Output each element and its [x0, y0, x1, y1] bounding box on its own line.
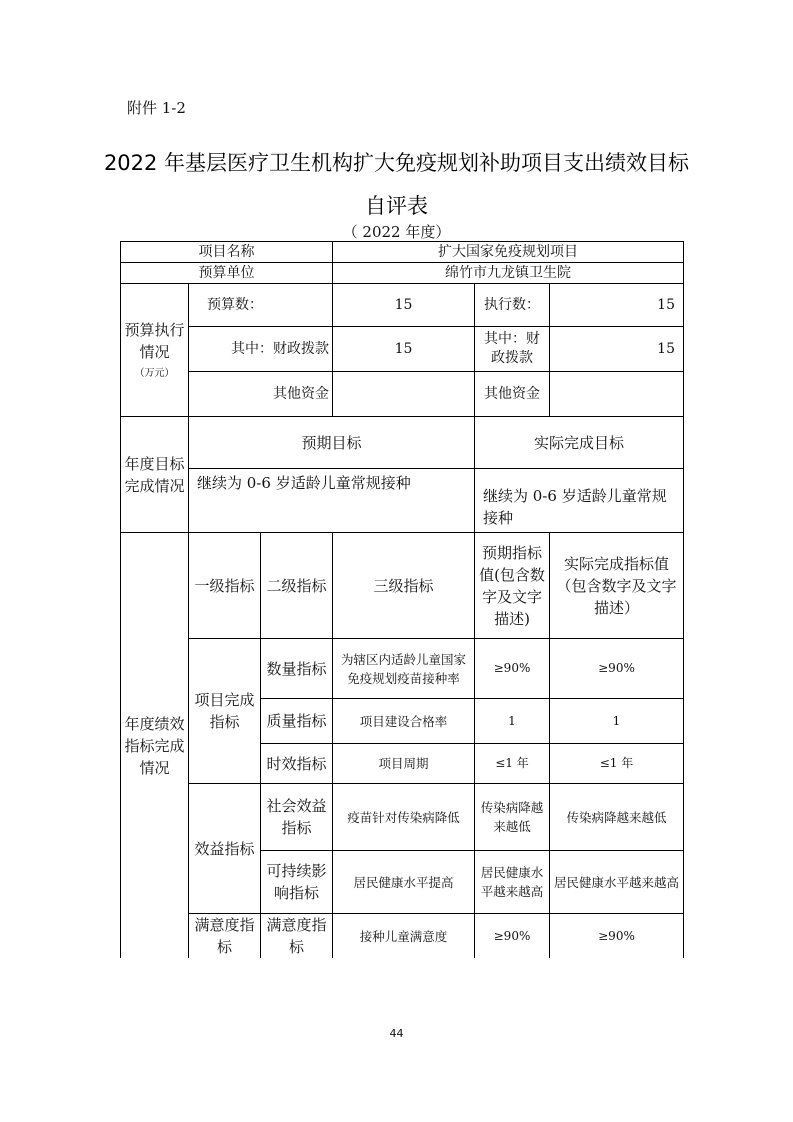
table-row [121, 242, 684, 263]
annual-goal-label: 年度目标完成情况 [121, 417, 189, 533]
project-name-value: 扩大国家免疫规划项目 [333, 242, 684, 263]
table-row [121, 533, 684, 639]
fiscal-exec-label: 其中：财政拨款 [475, 327, 550, 372]
actual-value-cell: ≥90% [550, 639, 684, 699]
actual-value-cell: ≤1 年 [550, 744, 684, 784]
table-row [121, 914, 684, 959]
exec-amount-label: 执行数： [475, 284, 550, 327]
level2-cell: 可持续影响指标 [261, 851, 333, 914]
column-level2: 二级指标 [261, 533, 333, 639]
level2-cell: 社会效益指标 [261, 784, 333, 851]
other-funds-label: 其他资金 [189, 372, 333, 417]
column-actual-value: 实际完成指标值（包含数字及文字描述） [550, 533, 684, 639]
column-expected-value: 预期指标值(包含数字及文字描述) [475, 533, 550, 639]
table-row [121, 639, 684, 699]
level3-cell: 为辖区内适龄儿童国家免疫规划疫苗接种率 [333, 639, 475, 699]
level3-cell: 疫苗针对传染病降低 [333, 784, 475, 851]
table-row [121, 417, 684, 469]
level2-cell: 满意度指标 [261, 914, 333, 959]
budget-unit-label: 预算单位 [121, 263, 333, 284]
actual-value-cell: 居民健康水平越来越高 [550, 851, 684, 914]
actual-value-cell: 1 [550, 699, 684, 744]
table-row [121, 284, 684, 327]
budget-amount-label: 预算数： [189, 284, 333, 327]
column-level3: 三级指标 [333, 533, 475, 639]
fiscal-exec-value: 15 [550, 327, 684, 372]
expected-value-cell: ≥90% [475, 914, 550, 959]
group-satisfaction: 满意度指标 [189, 914, 261, 959]
budget-amount-value: 15 [333, 284, 475, 327]
page-number: 44 [389, 1027, 404, 1040]
year-label: （ 2022 年度） [342, 223, 451, 241]
other-funds-value [333, 372, 475, 417]
budget-exec-label-text: 预算执行情况 [124, 321, 185, 361]
table-row [121, 327, 684, 372]
level3-cell: 项目周期 [333, 744, 475, 784]
expected-value-cell: 居民健康水平越来越高 [475, 851, 550, 914]
expected-goal-text: 继续为 0-6 岁适龄儿童常规接种 [189, 469, 475, 533]
group-project-completion: 项目完成指标 [189, 639, 261, 784]
actual-goal-text: 继续为 0-6 岁适龄儿童常规接种 [475, 469, 684, 533]
document-title-line2: 自评表 [365, 194, 428, 218]
other-funds-exec-label: 其他资金 [475, 372, 550, 417]
group-benefit: 效益指标 [189, 784, 261, 914]
expected-value-cell: ≥90% [475, 639, 550, 699]
table-row [121, 372, 684, 417]
table-row [121, 263, 684, 284]
level2-cell: 质量指标 [261, 699, 333, 744]
attachment-label: 附件 1-2 [127, 99, 186, 117]
expected-value-cell: 传染病降越来越低 [475, 784, 550, 851]
level2-cell: 数量指标 [261, 639, 333, 699]
exec-amount-value: 15 [550, 284, 684, 327]
project-name-label: 项目名称 [121, 242, 333, 263]
other-funds-exec-value [550, 372, 684, 417]
level3-cell: 居民健康水平提高 [333, 851, 475, 914]
column-level1: 一级指标 [189, 533, 261, 639]
budget-unit-value: 绵竹市九龙镇卫生院 [333, 263, 684, 284]
table-row [121, 784, 684, 851]
budget-unit-note: （万元） [134, 368, 175, 379]
level3-cell: 项目建设合格率 [333, 699, 475, 744]
level2-cell: 时效指标 [261, 744, 333, 784]
actual-value-cell: ≥90% [550, 914, 684, 959]
actual-goal-header: 实际完成目标 [475, 417, 684, 469]
expected-goal-header: 预期目标 [189, 417, 475, 469]
document-title-line1: 2022 年基层医疗卫生机构扩大免疫规划补助项目支出绩效目标 [103, 151, 690, 175]
fiscal-allocation-label: 其中：财政拨款 [189, 327, 333, 372]
expected-value-cell: ≤1 年 [475, 744, 550, 784]
table-row [121, 469, 684, 533]
expected-value-cell: 1 [475, 699, 550, 744]
performance-label: 年度绩效指标完成情况 [121, 533, 189, 959]
fiscal-allocation-value: 15 [333, 327, 475, 372]
actual-value-cell: 传染病降越来越低 [550, 784, 684, 851]
performance-evaluation-table [120, 241, 684, 958]
budget-exec-label [121, 284, 189, 417]
level3-cell: 接种儿童满意度 [333, 914, 475, 959]
